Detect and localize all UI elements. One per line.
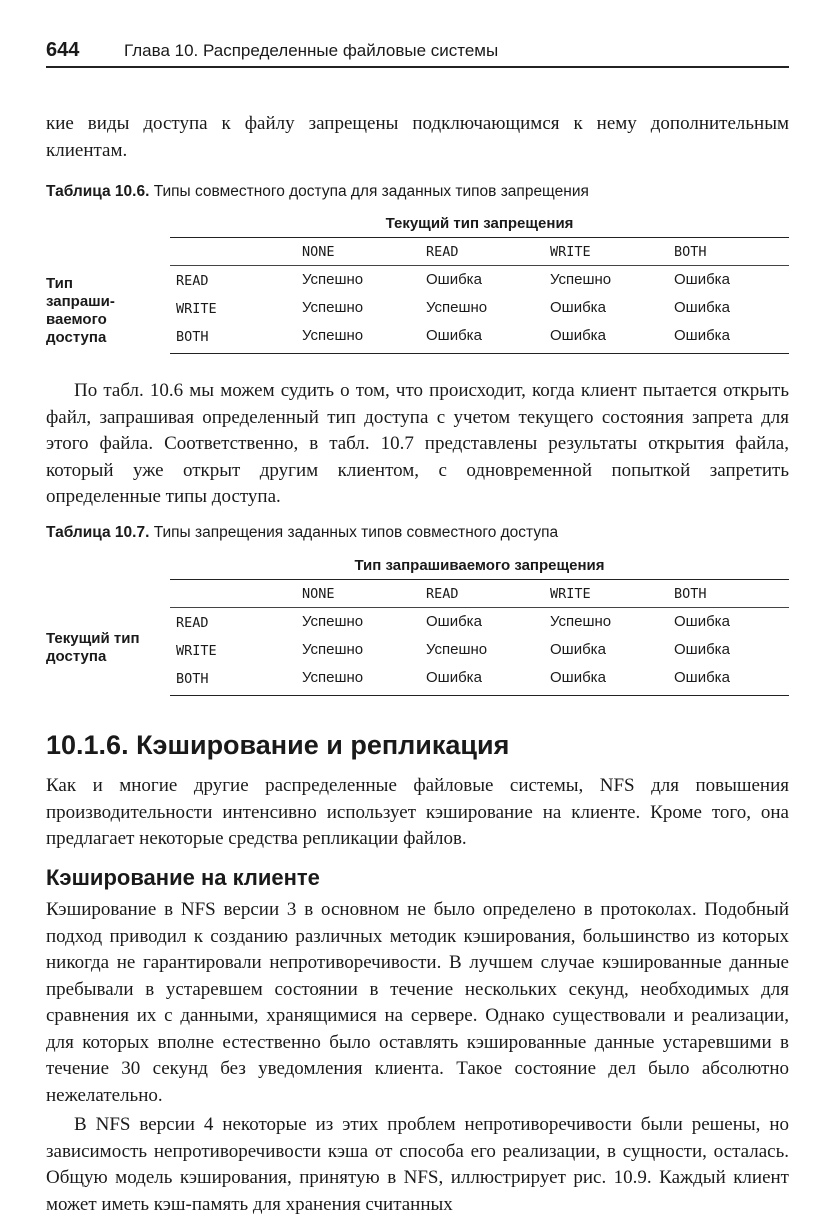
table-bottom-rule xyxy=(170,695,789,696)
table-cell: Успешно xyxy=(302,613,364,630)
table-cell: Ошибка xyxy=(674,271,730,288)
table-cell: Успешно xyxy=(302,271,364,288)
table-row xyxy=(170,323,789,351)
table-cell: Успешно xyxy=(426,299,488,316)
table-cell: Успешно xyxy=(550,271,612,288)
row-group-label: Текущий тип доступа xyxy=(46,630,140,665)
column-header: WRITE xyxy=(550,586,591,602)
section-heading: 10.1.6. Кэширование и репликация xyxy=(46,730,510,760)
table-cell: Ошибка xyxy=(550,669,606,686)
caption-text: Типы запрещения заданных типов совместного доступа xyxy=(149,524,559,541)
table-row xyxy=(170,637,789,665)
table-row xyxy=(170,267,789,295)
column-header: NONE xyxy=(302,244,335,260)
table-cell: Ошибка xyxy=(674,613,730,630)
section-paragraph: Как и многие другие распределенные файловые системы, NFS для повышения производительности интенсивно использует кэширование на клиенте. Кроме того, она предлагает некоторые средства репликации файлов. xyxy=(46,775,789,849)
table-column-headers xyxy=(170,239,789,266)
column-header: NONE xyxy=(302,586,335,602)
table-cell: Успешно xyxy=(302,669,364,686)
table-cell: Успешно xyxy=(550,613,612,630)
table-10-7 xyxy=(46,555,789,697)
table-cell: Ошибка xyxy=(674,299,730,316)
body-paragraph: Кэширование в NFS версии 3 в основном не было определено в протоколах. Подобный подход приводил к созданию различных методик кэширования, большинство из которых никогда не гарантировали непротиворечивости. В лучшем случае кэшированные данные пребывали в устаревшем состоянии в течение нескольких секунд, необходимых для сравнения их с данными, хранящимися на сервере. Однако существовали и реализации, для которых вполне естественно было оставлять кэшированные данные устаревшими в течение 30 секунд без уведомления клиента. Такое состояние дел было абсолютно нежелательно. xyxy=(46,899,789,1106)
table-cell: Ошибка xyxy=(674,669,730,686)
table-cell: Ошибка xyxy=(426,271,482,288)
intro-paragraph: кие виды доступа к файлу запрещены подключающимся к нему дополнительным клиентам. xyxy=(46,113,789,161)
table-cell: Успешно xyxy=(302,299,364,316)
page-number: 644 xyxy=(46,39,80,61)
row-group-label: Тип запраши- ваемого доступа xyxy=(46,275,115,346)
column-header: READ xyxy=(426,244,459,260)
table-cell: Ошибка xyxy=(674,327,730,344)
column-header: WRITE xyxy=(550,244,591,260)
table-bottom-rule xyxy=(170,353,789,354)
page-header xyxy=(46,38,789,68)
column-header: READ xyxy=(426,586,459,602)
table-cell: Ошибка xyxy=(426,613,482,630)
caption-label: Таблица 10.6. xyxy=(46,183,150,200)
table-cell: Успешно xyxy=(302,641,364,658)
row-label: WRITE xyxy=(176,643,217,659)
table-group-header: Текущий тип запрещения xyxy=(170,213,789,238)
table-cell: Ошибка xyxy=(426,669,482,686)
table-cell: Ошибка xyxy=(550,327,606,344)
row-label: BOTH xyxy=(176,329,209,345)
table-cell: Успешно xyxy=(426,641,488,658)
subsection-heading: Кэширование на клиенте xyxy=(46,865,320,890)
table-row xyxy=(170,665,789,693)
table-group-header: Тип запрашиваемого запрещения xyxy=(170,555,789,580)
body-paragraph: По табл. 10.6 мы можем судить о том, что происходит, когда клиент пытается открыть файл, запрашивая определенный тип доступа с учетом текущего состояния запрета для этого файла. Соответственно, в табл. 10.7 представлены результаты открытия файла, который уже открыт другим клиентом, с одновременной попыткой запретить определенные типы доступа. xyxy=(46,380,789,507)
caption-text: Типы совместного доступа для заданных типов запрещения xyxy=(149,183,589,200)
table-column-headers xyxy=(170,581,789,608)
table-cell: Ошибка xyxy=(674,641,730,658)
row-label: WRITE xyxy=(176,301,217,317)
caption-label: Таблица 10.7. xyxy=(46,524,150,541)
body-paragraph: В NFS версии 4 некоторые из этих проблем непротиворечивости были решены, но зависимость непротиворечивости кэша от способа его реализации, в сущности, осталась. Общую модель кэширования, принятую в NFS, иллюстрирует рис. 10.9. Каждый клиент может иметь кэш-память для хранения считанных xyxy=(46,1114,789,1215)
table-10-6-caption xyxy=(46,182,789,202)
table-cell: Ошибка xyxy=(550,299,606,316)
row-label: BOTH xyxy=(176,671,209,687)
table-10-6 xyxy=(46,213,789,355)
table-row xyxy=(170,609,789,637)
table-cell: Ошибка xyxy=(426,327,482,344)
table-10-7-caption xyxy=(46,523,789,543)
row-label: READ xyxy=(176,615,209,631)
table-cell: Ошибка xyxy=(550,641,606,658)
table-cell: Успешно xyxy=(302,327,364,344)
column-header: BOTH xyxy=(674,244,707,260)
running-title: Глава 10. Распределенные файловые системы xyxy=(124,41,499,60)
column-header: BOTH xyxy=(674,586,707,602)
table-row xyxy=(170,295,789,323)
row-label: READ xyxy=(176,273,209,289)
